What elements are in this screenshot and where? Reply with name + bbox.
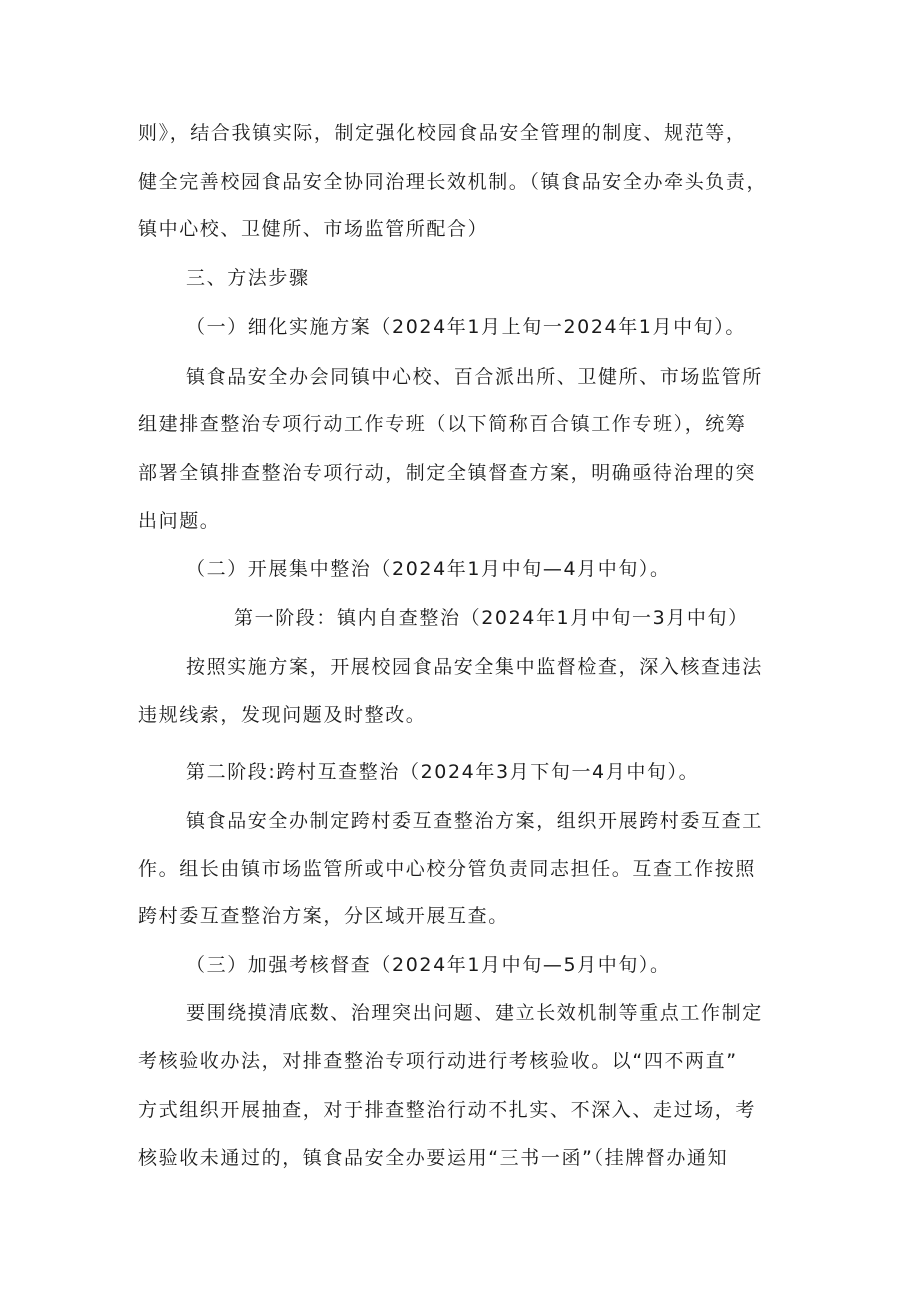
paragraph-line: 违规线索，发现问题及时整改。: [138, 704, 427, 726]
section-heading: 三、方法步骤: [186, 267, 310, 289]
paragraph-line: 则》，结合我镇实际，制定强化校园食品安全管理的制度、规范等，: [138, 122, 747, 144]
subsection-heading: （二）开展集中整治（2024年1月中旬—4月中旬）。: [186, 558, 671, 580]
paragraph-line: 健全完善校园食品安全协同治理长效机制。（镇食品安全办牵头负责，: [138, 171, 768, 193]
subsection-heading: （三）加强考核督查（2024年1月中旬—5月中旬）。: [186, 954, 671, 976]
paragraph-line: 方式组织开展抽查，对于排查整治行动不扎实、不深入、走过场，考: [138, 1099, 757, 1121]
paragraph-line: 组建排查整治专项行动工作专班（以下简称百合镇工作专班），统筹: [138, 413, 747, 435]
stage-heading: 第二阶段:跨村互查整治（2024年3月下旬一4月中旬）。: [186, 761, 700, 783]
subsection-heading: （一）细化实施方案（2024年1月上旬一2024年1月中旬）。: [186, 316, 746, 338]
paragraph-line: 考核验收办法，对排查整治专项行动进行考核验收。以“四不两直”: [138, 1050, 738, 1072]
paragraph-line: 部署全镇排查整治专项行动，制定全镇督查方案，明确亟待治理的突: [138, 462, 757, 484]
paragraph-line: 出问题。: [138, 510, 221, 532]
paragraph-line: 镇食品安全办制定跨村委互查整治方案，组织开展跨村委互查工: [186, 810, 763, 832]
paragraph-line: 核验收未通过的，镇食品安全办要运用“三书一函”（挂牌督办通知: [138, 1147, 729, 1169]
paragraph-line: 要围绕摸清底数、治理突出问题、建立长效机制等重点工作制定: [186, 1002, 763, 1024]
paragraph-line: 按照实施方案，开展校园食品安全集中监督检查，深入核查违法: [186, 656, 763, 678]
stage-heading: 第一阶段：镇内自查整治（2024年1月中旬一3月中旬）: [234, 607, 749, 629]
paragraph-line: 镇食品安全办会同镇中心校、百合派出所、卫健所、市场监管所: [186, 366, 763, 388]
paragraph-line: 镇中心校、卫健所、市场监管所配合）: [138, 218, 489, 240]
paragraph-line: 作。组长由镇市场监管所或中心校分管负责同志担任。互查工作按照: [138, 858, 757, 880]
paragraph-line: 跨村委互查整治方案，分区域开展互查。: [138, 905, 509, 927]
